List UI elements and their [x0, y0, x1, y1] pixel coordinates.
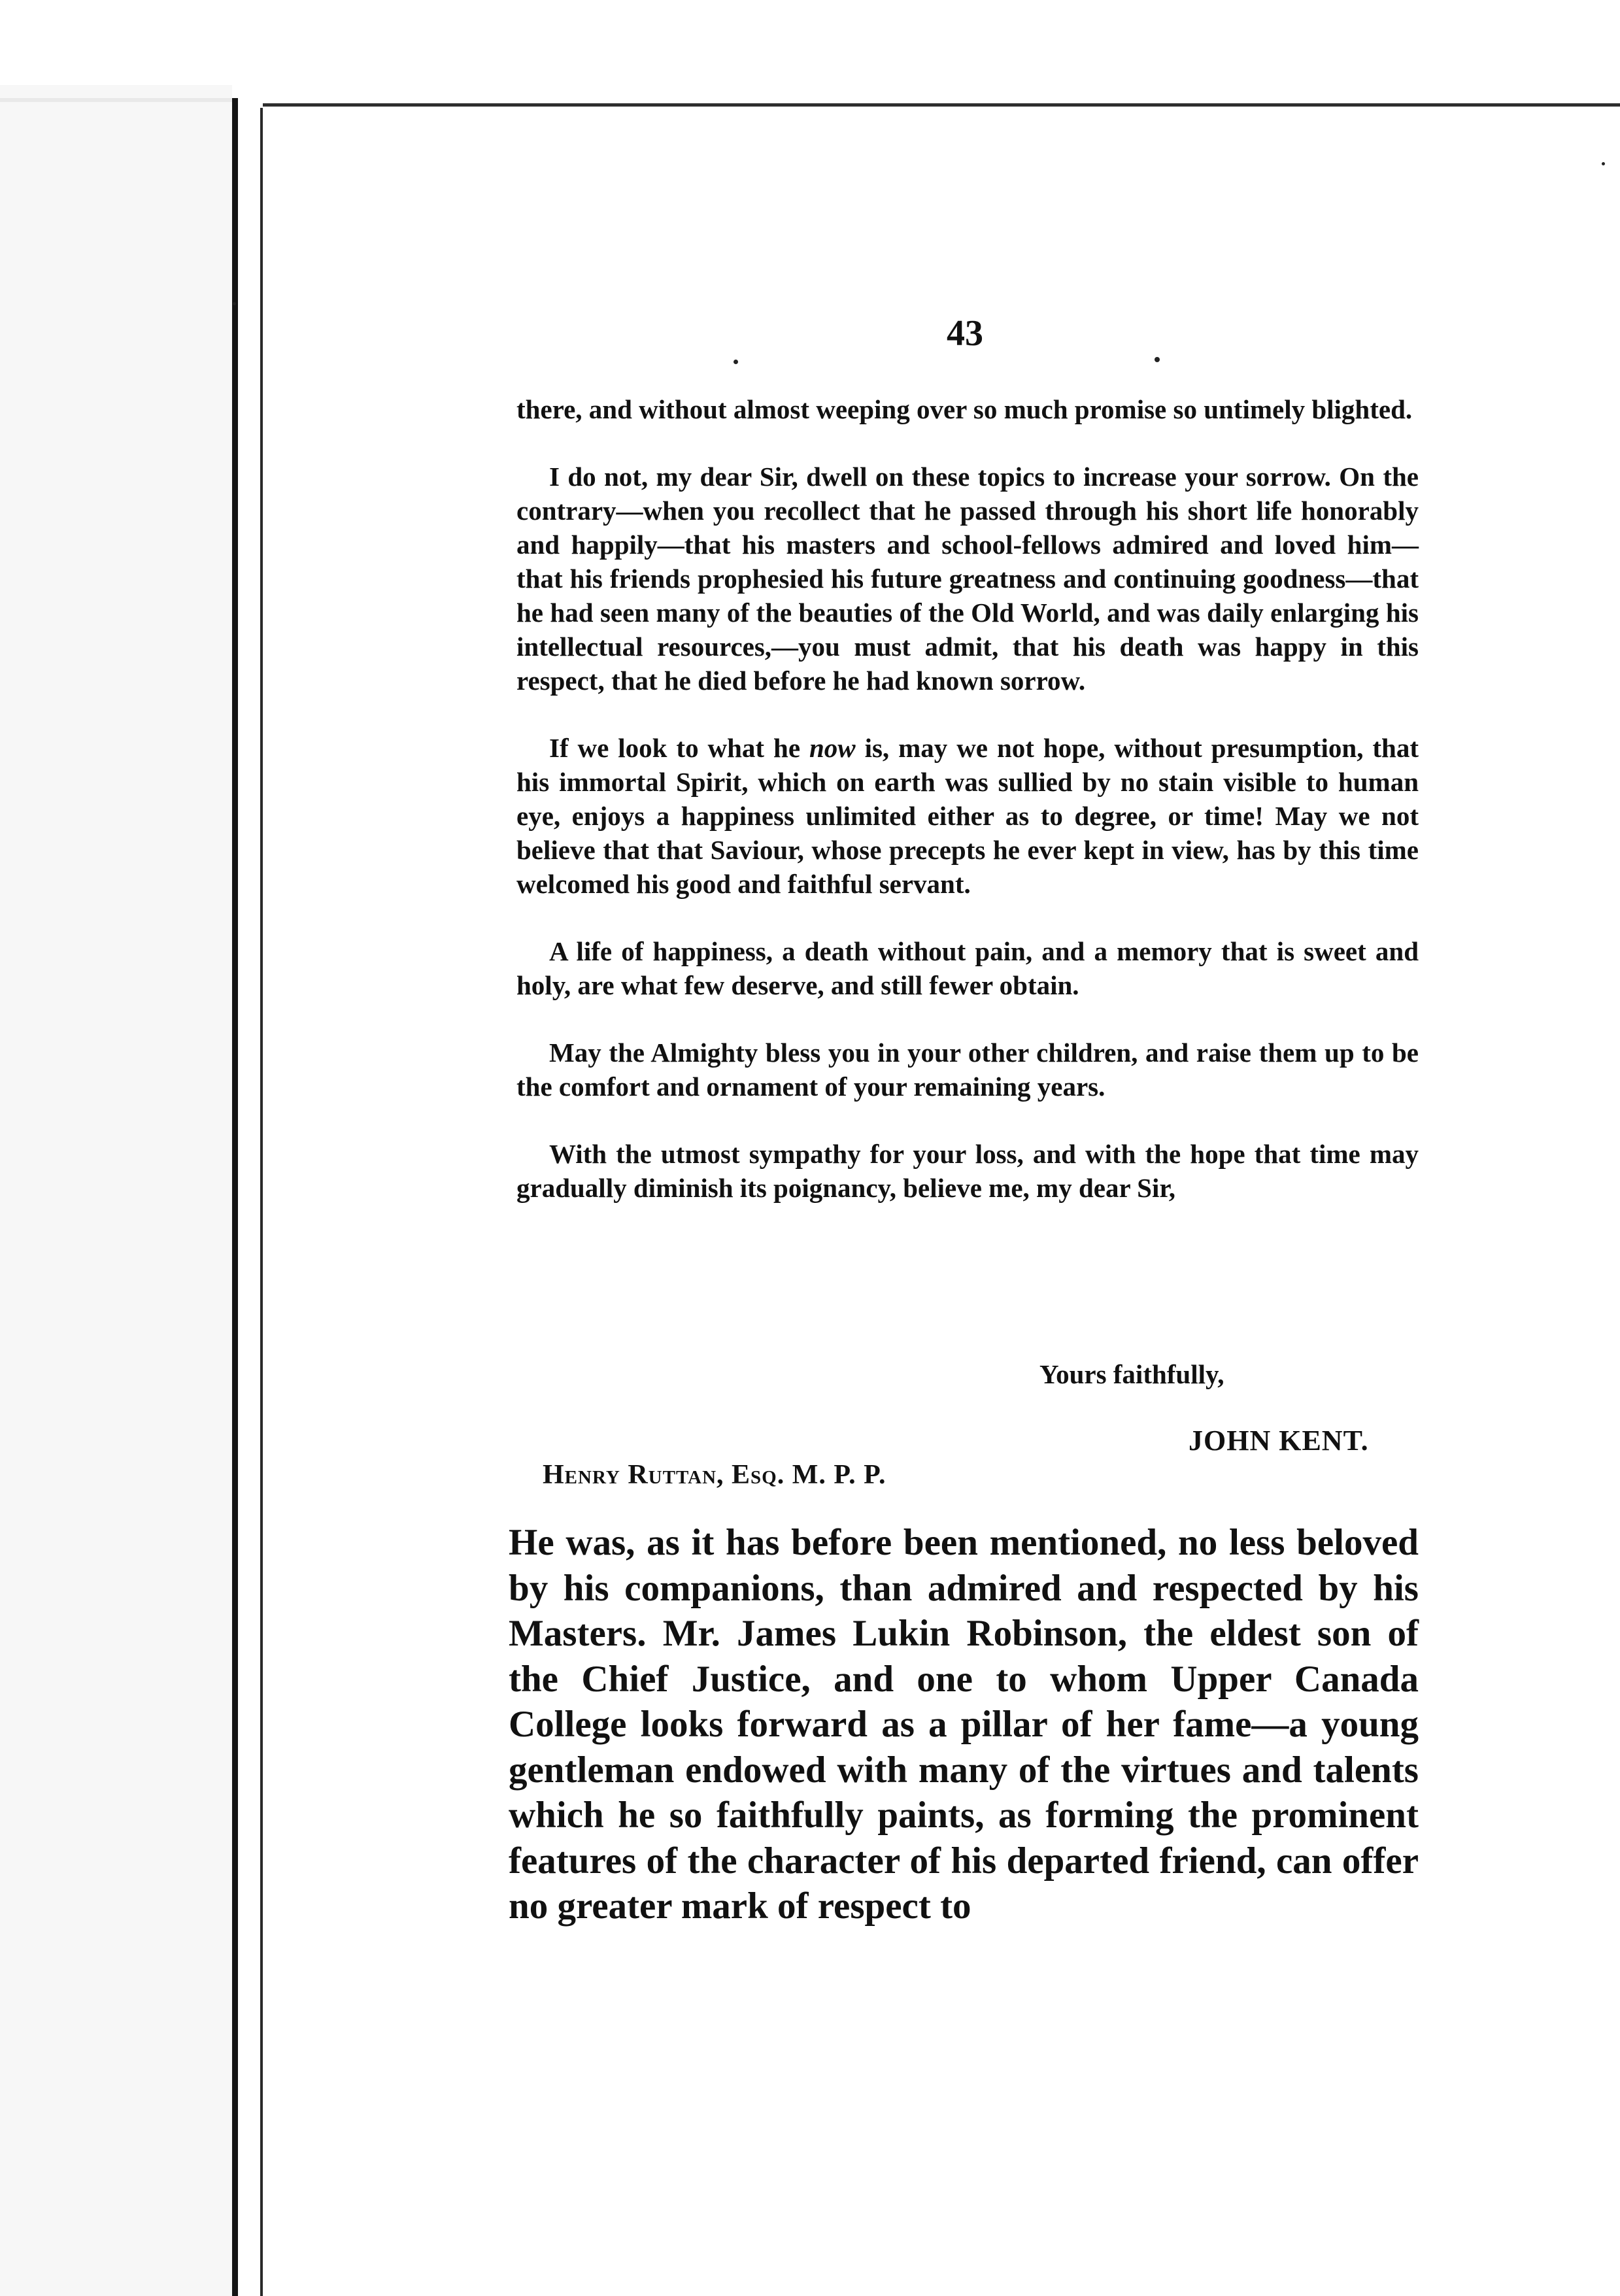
page-number: 43 — [947, 313, 983, 354]
letter-paragraph-6: With the utmost sympathy for your loss, and with the hope that time may gradually diminish its poignancy, believe me, my dear Sir, — [516, 1139, 1419, 1203]
narrative-paragraph: He was, as it has before been mentioned, no less beloved by his companions, than admired and respected by his Masters. Mr. James Lukin Robinson, the eldest son of the Chief Justice, and one to whom Upper Canada College looks forward as a pillar of her fame—a young gentleman endowed with many of the virtues and talents which he so faithfully paints, as forming the prominent features of the character of his departed friend, can offer no greater mark of respect to — [509, 1522, 1419, 1927]
page-inner-edge — [260, 108, 263, 2296]
letter-body — [516, 392, 1419, 1238]
letter-paragraph-4: A life of happiness, a death without pain, and a memory that is sweet and holy, are what few deserve, and still fewer obtain. — [516, 936, 1419, 1000]
print-speck — [233, 302, 236, 305]
letter-paragraph-5: May the Almighty bless you in your other children, and raise them up to be the comfort and ornament of your remaining years. — [516, 1038, 1419, 1102]
letter-paragraph-1: there, and without almost weeping over so much promise so untimely blighted. — [516, 394, 1413, 424]
facing-page-top-edge — [0, 98, 232, 102]
print-speck — [1602, 162, 1605, 165]
page-top-edge — [263, 103, 1620, 107]
letter-paragraph-2: I do not, my dear Sir, dwell on these topics to increase your sorrow. On the contrary—when you recollect that he passed through his short life honorably and happily—that his masters and school-fellows admired and loved him—that his friends prophesied his future greatness and continuing goodness—that he had seen many of the beauties of the Old World, and was daily enlarging his intellectual resources,—you must admit, that his death was happy in this respect, that he died before he had known sorrow. — [516, 462, 1419, 696]
letter-paragraph-3-before: If we look to what he — [549, 733, 809, 763]
letter-paragraph-3 — [516, 731, 1419, 901]
letter-paragraph-3-emphasis: now — [809, 733, 856, 763]
print-speck — [1155, 357, 1160, 362]
letter-closing: Yours faithfully, — [1039, 1359, 1224, 1389]
letter-paragraph-3-after: is, may we not hope, without presumption, that his immortal Spirit, which on earth was sullied by no stain visible to human eye, enjoys a happiness unlimited either as to degree, or time! May we not believe that that Saviour, whose precepts he ever kept in view, has by this time welcomed his good and faithful servant. — [516, 733, 1419, 899]
letter-signature: JOHN KENT. — [1189, 1425, 1369, 1457]
letter-addressee: Henry Ruttan, Esq. M. P. P. — [543, 1460, 886, 1490]
print-speck — [734, 360, 738, 364]
facing-page-edge — [0, 85, 232, 2296]
book-spine-shadow — [232, 98, 238, 2296]
